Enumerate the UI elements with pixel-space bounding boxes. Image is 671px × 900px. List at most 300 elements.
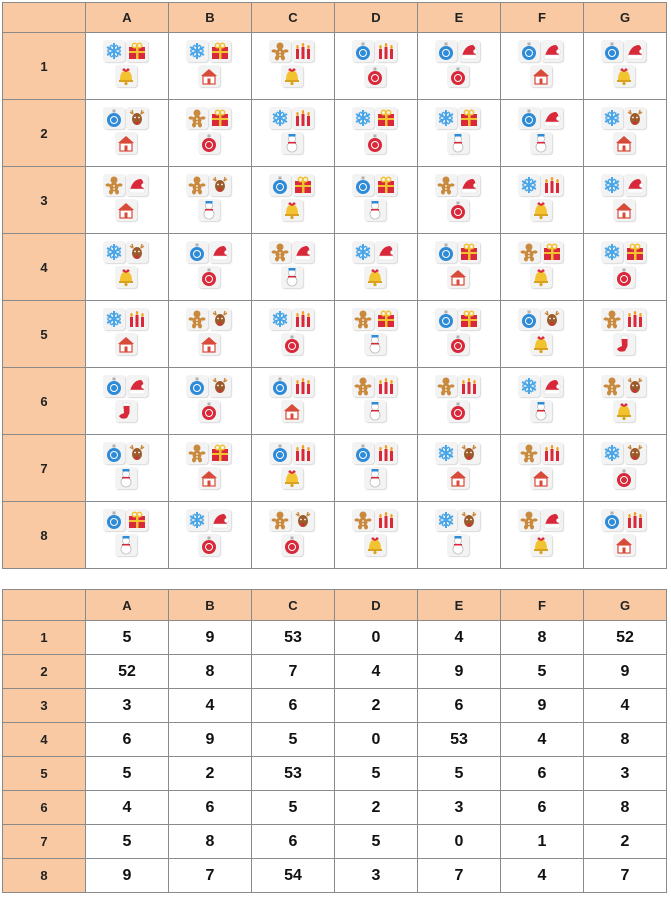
- number-cell: 0: [335, 621, 418, 655]
- number-grid-row: [3, 757, 667, 791]
- gift-icon: [292, 174, 314, 196]
- gingerbread-icon: [186, 107, 208, 129]
- house-icon: [530, 65, 552, 87]
- gingerbread-icon: [186, 308, 208, 330]
- snowman-icon: [198, 199, 220, 221]
- snowman-icon: [115, 467, 137, 489]
- reindeer-icon: [126, 442, 148, 464]
- icon-cell: [584, 33, 667, 100]
- gingerbread-icon: [518, 509, 540, 531]
- ornament-blue-icon: [435, 241, 457, 263]
- row-header: 6: [3, 791, 86, 825]
- icon-cell: [169, 368, 252, 435]
- snowflake-icon: [601, 174, 623, 196]
- number-cell: 4: [584, 689, 667, 723]
- snowflake-icon: [601, 107, 623, 129]
- column-header: C: [252, 3, 335, 33]
- number-grid-row: [3, 723, 667, 757]
- ornament-red-icon: [198, 132, 220, 154]
- icon-cell: [86, 33, 169, 100]
- number-cell: 6: [86, 723, 169, 757]
- ornament-blue-icon: [269, 174, 291, 196]
- column-header: G: [584, 3, 667, 33]
- snowman-icon: [364, 199, 386, 221]
- gift-icon: [209, 107, 231, 129]
- number-cell: 5: [418, 757, 501, 791]
- icon-cell: [252, 502, 335, 569]
- icon-cell: [335, 234, 418, 301]
- icon-cell: [169, 167, 252, 234]
- icon-cell: [169, 435, 252, 502]
- number-cell: 8: [169, 655, 252, 689]
- bell-icon: [530, 199, 552, 221]
- number-cell: 3: [584, 757, 667, 791]
- santa-hat-icon: [458, 40, 480, 62]
- number-cell: 8: [584, 723, 667, 757]
- icon-cell: [584, 234, 667, 301]
- ornament-blue-icon: [103, 442, 125, 464]
- number-cell: 0: [418, 825, 501, 859]
- column-header: C: [252, 590, 335, 621]
- number-cell: 52: [86, 655, 169, 689]
- icon-cell: [501, 167, 584, 234]
- number-grid-corner: [3, 590, 86, 621]
- row-header: 6: [3, 368, 86, 435]
- number-grid-header-row: [3, 590, 667, 621]
- ornament-red-icon: [447, 400, 469, 422]
- row-header: 4: [3, 234, 86, 301]
- number-cell: 2: [335, 791, 418, 825]
- number-cell: 52: [584, 621, 667, 655]
- gingerbread-icon: [435, 375, 457, 397]
- icon-grid-row: [3, 33, 667, 100]
- gingerbread-icon: [601, 308, 623, 330]
- snowflake-icon: [601, 442, 623, 464]
- number-cell: 8: [584, 791, 667, 825]
- snowflake-icon: [186, 40, 208, 62]
- snowflake-icon: [186, 509, 208, 531]
- number-cell: 7: [418, 859, 501, 893]
- ornament-blue-icon: [103, 107, 125, 129]
- candles-icon: [375, 40, 397, 62]
- candles-icon: [541, 174, 563, 196]
- number-cell: 9: [501, 689, 584, 723]
- candles-icon: [292, 107, 314, 129]
- snowman-icon: [281, 266, 303, 288]
- ornament-blue-icon: [186, 241, 208, 263]
- number-cell: 53: [252, 757, 335, 791]
- number-cell: 0: [335, 723, 418, 757]
- ornament-red-icon: [447, 333, 469, 355]
- row-header: 7: [3, 435, 86, 502]
- house-icon: [530, 467, 552, 489]
- gift-icon: [458, 107, 480, 129]
- snowflake-icon: [352, 107, 374, 129]
- house-icon: [115, 132, 137, 154]
- snowflake-icon: [435, 107, 457, 129]
- stocking-icon: [613, 333, 635, 355]
- icon-cell: [335, 167, 418, 234]
- number-grid-row: [3, 621, 667, 655]
- snowflake-icon: [601, 241, 623, 263]
- ornament-blue-icon: [352, 174, 374, 196]
- reindeer-icon: [624, 442, 646, 464]
- house-icon: [281, 400, 303, 422]
- icon-cell: [169, 33, 252, 100]
- column-header: E: [418, 3, 501, 33]
- row-header: 7: [3, 825, 86, 859]
- number-cell: 5: [252, 791, 335, 825]
- reindeer-icon: [209, 375, 231, 397]
- icon-cell: [501, 502, 584, 569]
- snowflake-icon: [435, 509, 457, 531]
- candles-icon: [126, 308, 148, 330]
- icon-cell: [584, 368, 667, 435]
- icon-grid-row: [3, 234, 667, 301]
- house-icon: [613, 199, 635, 221]
- santa-hat-icon: [209, 509, 231, 531]
- gingerbread-icon: [435, 174, 457, 196]
- santa-hat-icon: [126, 375, 148, 397]
- ornament-blue-icon: [518, 40, 540, 62]
- house-icon: [447, 467, 469, 489]
- ornament-blue-icon: [269, 375, 291, 397]
- gingerbread-icon: [269, 241, 291, 263]
- icon-grid-row: [3, 502, 667, 569]
- icon-cell: [418, 100, 501, 167]
- bell-icon: [530, 534, 552, 556]
- icon-grid-row: [3, 167, 667, 234]
- ornament-red-icon: [447, 65, 469, 87]
- number-cell: 8: [169, 825, 252, 859]
- reindeer-icon: [209, 308, 231, 330]
- reindeer-icon: [126, 241, 148, 263]
- number-grid-row: [3, 859, 667, 893]
- house-icon: [198, 467, 220, 489]
- reindeer-icon: [541, 308, 563, 330]
- number-cell: 5: [252, 723, 335, 757]
- column-header: B: [169, 3, 252, 33]
- number-cell: 7: [584, 859, 667, 893]
- snowman-icon: [115, 534, 137, 556]
- house-icon: [613, 132, 635, 154]
- icon-cell: [252, 100, 335, 167]
- icon-cell: [418, 234, 501, 301]
- gift-icon: [458, 241, 480, 263]
- santa-hat-icon: [541, 40, 563, 62]
- snowman-icon: [364, 333, 386, 355]
- reindeer-icon: [458, 442, 480, 464]
- icon-grid-header-row: [3, 3, 667, 33]
- snowman-icon: [447, 534, 469, 556]
- number-cell: 5: [335, 825, 418, 859]
- column-header: A: [86, 590, 169, 621]
- ornament-red-icon: [198, 266, 220, 288]
- ornament-blue-icon: [601, 40, 623, 62]
- number-cell: 4: [418, 621, 501, 655]
- gift-icon: [209, 40, 231, 62]
- number-cell: 7: [169, 859, 252, 893]
- ornament-blue-icon: [601, 509, 623, 531]
- row-header: 2: [3, 655, 86, 689]
- number-cell: 3: [418, 791, 501, 825]
- icon-cell: [86, 368, 169, 435]
- number-cell: 6: [501, 791, 584, 825]
- icon-cell: [584, 435, 667, 502]
- ornament-blue-icon: [352, 442, 374, 464]
- icon-grid: [2, 2, 667, 569]
- santa-hat-icon: [458, 174, 480, 196]
- gingerbread-icon: [518, 442, 540, 464]
- bell-icon: [613, 400, 635, 422]
- number-cell: 9: [584, 655, 667, 689]
- row-header: 1: [3, 621, 86, 655]
- ornament-red-icon: [281, 534, 303, 556]
- gingerbread-icon: [352, 375, 374, 397]
- number-cell: 5: [335, 757, 418, 791]
- santa-hat-icon: [209, 241, 231, 263]
- number-cell: 6: [252, 689, 335, 723]
- icon-cell: [335, 33, 418, 100]
- icon-cell: [86, 301, 169, 368]
- candles-icon: [458, 375, 480, 397]
- icon-cell: [335, 301, 418, 368]
- snowflake-icon: [103, 40, 125, 62]
- icon-cell: [501, 100, 584, 167]
- number-cell: 2: [169, 757, 252, 791]
- row-header: 5: [3, 301, 86, 368]
- candles-icon: [624, 509, 646, 531]
- number-cell: 5: [86, 757, 169, 791]
- column-header: G: [584, 590, 667, 621]
- number-cell: 4: [501, 859, 584, 893]
- number-grid-row: [3, 655, 667, 689]
- gift-icon: [375, 107, 397, 129]
- column-header: E: [418, 590, 501, 621]
- ornament-blue-icon: [103, 375, 125, 397]
- number-cell: 6: [418, 689, 501, 723]
- gingerbread-icon: [269, 40, 291, 62]
- icon-cell: [418, 502, 501, 569]
- ornament-blue-icon: [352, 40, 374, 62]
- candles-icon: [541, 442, 563, 464]
- number-cell: 5: [86, 621, 169, 655]
- santa-hat-icon: [541, 375, 563, 397]
- house-icon: [115, 333, 137, 355]
- ornament-blue-icon: [186, 375, 208, 397]
- number-cell: 3: [86, 689, 169, 723]
- snowman-icon: [364, 467, 386, 489]
- bell-icon: [613, 65, 635, 87]
- column-header: F: [501, 590, 584, 621]
- bell-icon: [530, 266, 552, 288]
- bell-icon: [281, 65, 303, 87]
- icon-cell: [252, 33, 335, 100]
- icon-cell: [86, 167, 169, 234]
- column-header: F: [501, 3, 584, 33]
- icon-cell: [335, 502, 418, 569]
- icon-grid-row: [3, 435, 667, 502]
- number-cell: 9: [86, 859, 169, 893]
- reindeer-icon: [624, 107, 646, 129]
- icon-cell: [169, 100, 252, 167]
- gingerbread-icon: [186, 442, 208, 464]
- number-cell: 3: [335, 859, 418, 893]
- ornament-blue-icon: [103, 509, 125, 531]
- icon-cell: [418, 368, 501, 435]
- icon-cell: [501, 368, 584, 435]
- bell-icon: [281, 467, 303, 489]
- house-icon: [198, 65, 220, 87]
- icon-cell: [252, 167, 335, 234]
- icon-cell: [86, 435, 169, 502]
- number-cell: 4: [169, 689, 252, 723]
- icon-cell: [335, 435, 418, 502]
- column-header: D: [335, 3, 418, 33]
- ornament-red-icon: [364, 132, 386, 154]
- house-icon: [447, 266, 469, 288]
- number-cell: 8: [501, 621, 584, 655]
- house-icon: [198, 333, 220, 355]
- snowman-icon: [281, 132, 303, 154]
- number-grid-row: [3, 825, 667, 859]
- icon-cell: [86, 502, 169, 569]
- reindeer-icon: [209, 174, 231, 196]
- snowman-icon: [447, 132, 469, 154]
- gift-icon: [126, 40, 148, 62]
- number-cell: 5: [86, 825, 169, 859]
- icon-cell: [252, 368, 335, 435]
- snowflake-icon: [435, 442, 457, 464]
- number-cell: 5: [501, 655, 584, 689]
- ornament-red-icon: [364, 65, 386, 87]
- bell-icon: [115, 65, 137, 87]
- snowflake-icon: [518, 174, 540, 196]
- gift-icon: [375, 174, 397, 196]
- row-header: 3: [3, 167, 86, 234]
- number-cell: 4: [501, 723, 584, 757]
- icon-cell: [501, 435, 584, 502]
- reindeer-icon: [126, 107, 148, 129]
- bell-icon: [281, 199, 303, 221]
- candles-icon: [375, 375, 397, 397]
- ornament-blue-icon: [435, 40, 457, 62]
- house-icon: [115, 199, 137, 221]
- bell-icon: [530, 333, 552, 355]
- number-cell: 1: [501, 825, 584, 859]
- row-header: 8: [3, 502, 86, 569]
- column-header: D: [335, 590, 418, 621]
- icon-cell: [418, 33, 501, 100]
- snowman-icon: [530, 132, 552, 154]
- icon-grid-row: [3, 368, 667, 435]
- gingerbread-icon: [352, 308, 374, 330]
- candles-icon: [292, 375, 314, 397]
- row-header: 8: [3, 859, 86, 893]
- icon-cell: [418, 301, 501, 368]
- icon-grid-row: [3, 100, 667, 167]
- santa-hat-icon: [624, 174, 646, 196]
- icon-grid-row: [3, 301, 667, 368]
- number-cell: 54: [252, 859, 335, 893]
- icon-cell: [169, 234, 252, 301]
- gift-icon: [126, 509, 148, 531]
- row-header: 5: [3, 757, 86, 791]
- santa-hat-icon: [624, 40, 646, 62]
- icon-cell: [501, 301, 584, 368]
- number-cell: 4: [86, 791, 169, 825]
- santa-hat-icon: [541, 509, 563, 531]
- number-cell: 53: [252, 621, 335, 655]
- reindeer-icon: [624, 375, 646, 397]
- gingerbread-icon: [269, 509, 291, 531]
- ornament-red-icon: [613, 266, 635, 288]
- row-header: 2: [3, 100, 86, 167]
- number-cell: 6: [252, 825, 335, 859]
- icon-cell: [252, 301, 335, 368]
- snowman-icon: [530, 400, 552, 422]
- row-header: 3: [3, 689, 86, 723]
- column-header: B: [169, 590, 252, 621]
- icon-cell: [501, 234, 584, 301]
- santa-hat-icon: [541, 107, 563, 129]
- gingerbread-icon: [352, 509, 374, 531]
- number-grid-row: [3, 791, 667, 825]
- gingerbread-icon: [518, 241, 540, 263]
- icon-cell: [418, 435, 501, 502]
- house-icon: [613, 534, 635, 556]
- icon-cell: [252, 234, 335, 301]
- column-header: A: [86, 3, 169, 33]
- ornament-red-icon: [281, 333, 303, 355]
- number-cell: 9: [169, 621, 252, 655]
- snowflake-icon: [518, 375, 540, 397]
- snowflake-icon: [269, 107, 291, 129]
- snowflake-icon: [352, 241, 374, 263]
- number-cell: 9: [169, 723, 252, 757]
- stocking-icon: [115, 400, 137, 422]
- gift-icon: [541, 241, 563, 263]
- gift-icon: [458, 308, 480, 330]
- gift-icon: [624, 241, 646, 263]
- number-cell: 6: [501, 757, 584, 791]
- snowman-icon: [364, 400, 386, 422]
- icon-cell: [252, 435, 335, 502]
- candles-icon: [292, 442, 314, 464]
- number-cell: 9: [418, 655, 501, 689]
- reindeer-icon: [292, 509, 314, 531]
- number-cell: 2: [335, 689, 418, 723]
- icon-grid-corner: [3, 3, 86, 33]
- number-cell: 7: [252, 655, 335, 689]
- santa-hat-icon: [292, 241, 314, 263]
- gingerbread-icon: [103, 174, 125, 196]
- number-cell: 53: [418, 723, 501, 757]
- candles-icon: [292, 40, 314, 62]
- number-grid-row: [3, 689, 667, 723]
- candles-icon: [292, 308, 314, 330]
- icon-cell: [86, 100, 169, 167]
- snowflake-icon: [103, 241, 125, 263]
- ornament-blue-icon: [435, 308, 457, 330]
- candles-icon: [624, 308, 646, 330]
- icon-cell: [335, 368, 418, 435]
- candles-icon: [375, 509, 397, 531]
- bell-icon: [115, 266, 137, 288]
- gingerbread-icon: [601, 375, 623, 397]
- icon-cell: [584, 502, 667, 569]
- bell-icon: [364, 266, 386, 288]
